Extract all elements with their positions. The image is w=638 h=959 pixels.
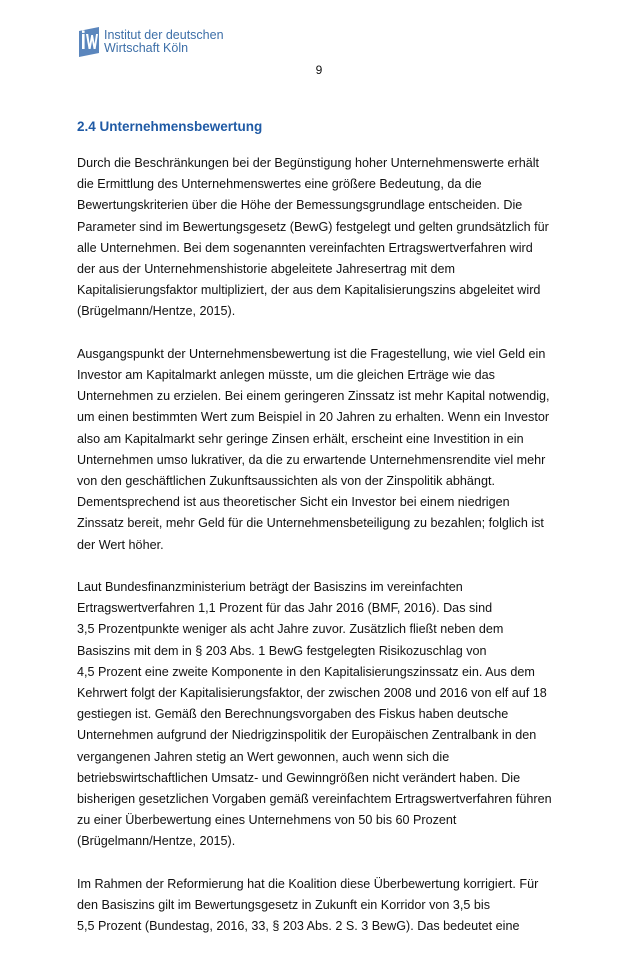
text-line: den Basiszins gilt im Bewertungsgesetz in Zukunft ein Korridor von 3,5 bis [77, 898, 490, 913]
text-line: Bewertungskriterien über die Höhe der Bemessungsgrundlage entscheiden. Die [77, 198, 523, 213]
text-line: Unternehmen zu erzielen. Bei einem geringeren Zinssatz ist mehr Kapital notwendig, [77, 389, 550, 404]
section-heading: 2.4 Unternehmensbewertung [77, 119, 263, 134]
text-line: Laut Bundesfinanzministerium beträgt der Basiszins im vereinfachten [77, 580, 463, 595]
text-line: Unternehmen aufgrund der Niedrigzinspolitik der Europäischen Zentralbank in den [77, 728, 537, 743]
text-line: Kehrwert folgt der Kapitalisierungsfaktor, der zwischen 2008 und 2016 von elf auf 18 [77, 686, 547, 701]
text-line: Investor am Kapitalmarkt anlegen müsste, um die gleichen Erträge wie das [77, 368, 495, 383]
text-line: gestiegen ist. Gemäß den Berechnungsvorgaben des Fiskus haben deutsche [77, 707, 509, 722]
text-line: Dementsprechend ist aus theoretischer Sicht ein Investor bei einem niedrigen [77, 495, 510, 510]
text-line: zu einer Überbewertung eines Unternehmens von 50 bis 60 Prozent [77, 813, 457, 828]
text-line: 4,5 Prozent eine zweite Komponente in den Kapitalisierungszinssatz ein. Aus dem [77, 664, 535, 679]
text-line: Ausgangspunkt der Unternehmensbewertung ist die Fragestellung, wie viel Geld ein [77, 346, 546, 361]
page-number: 9 [315, 63, 323, 77]
text-line: Parameter sind im Bewertungsgesetz (BewG) festgelegt und gelten grundsätzlich für [77, 219, 549, 234]
text-line: um einen bestimmten Wert zum Beispiel in 20 Jahren zu erhalten. Wenn ein Investor [77, 410, 550, 425]
text-line: 3,5 Prozentpunkte weniger als acht Jahre zuvor. Zusätzlich fließt neben dem [77, 622, 504, 637]
paragraph-1 [77, 153, 563, 323]
text-line: Zinssatz bereit, mehr Geld für die Unternehmensbeteiligung zu bezahlen; folglich ist [77, 516, 544, 531]
paragraph-2 [77, 344, 563, 556]
text-line: Ertragswertverfahren 1,1 Prozent für das Jahr 2016 (BMF, 2016). Das sind [77, 601, 493, 616]
paragraph-4 [77, 874, 563, 938]
text-line: der aus der Unternehmenshistorie abgeleitete Jahresertrag mit dem [77, 262, 456, 277]
text-line: Basiszins mit dem in § 203 Abs. 1 BewG festgelegten Risikozuschlag von [77, 643, 487, 658]
text-line: also am Kapitalmarkt sehr geringe Zinsen erhält, erscheint eine Investition in ein [77, 431, 524, 446]
text-line: betriebswirtschaftlichen Umsatz- und Gewinngrößen nicht verändert haben. Die [77, 770, 521, 785]
text-line: Im Rahmen der Reformierung hat die Koalition diese Überbewertung korrigiert. Für [77, 876, 539, 891]
text-line: vergangenen Jahren stetig an Wert gewonnen, auch wenn sich die [77, 749, 450, 764]
text-line: alle Unternehmen. Bei dem sogenannten vereinfachten Ertragswertverfahren wird [77, 240, 533, 255]
text-line: (Brügelmann/Hentze, 2015). [77, 834, 236, 849]
institute-logo [77, 27, 224, 57]
paragraph-3 [77, 577, 563, 853]
text-line: bisherigen gesetzlichen Vorgaben gemäß vereinfachtem Ertragswertverfahren führen [77, 792, 552, 807]
text-line: (Brügelmann/Hentze, 2015). [77, 304, 236, 319]
text-line: 5,5 Prozent (Bundestag, 2016, 33, § 203 Abs. 2 S. 3 BewG). Das bedeutet eine [77, 919, 520, 934]
body-text [77, 153, 563, 959]
logo-line-2: Wirtschaft Köln [104, 41, 189, 55]
text-line: von den geschäftlichen Zukunftsaussichten als von der Zinspolitik abhängt. [77, 474, 495, 489]
text-line: Kapitalisierungsfaktor multipliziert, der aus dem Kapitalisierungszins abgeleitet wird [77, 283, 541, 298]
text-line: Unternehmen umso lukrativer, da die zu erwartende Unternehmensrendite viel mehr [77, 452, 546, 467]
text-line: Durch die Beschränkungen bei der Begünstigung hoher Unternehmenswerte erhält [77, 156, 540, 170]
text-line: die Ermittlung des Unternehmenswertes eine größere Bedeutung, da die [77, 177, 482, 192]
text-line: der Wert höher. [77, 537, 164, 552]
logo-line-1: Institut der deutschen [104, 28, 224, 42]
iw-logo-icon [77, 27, 101, 57]
